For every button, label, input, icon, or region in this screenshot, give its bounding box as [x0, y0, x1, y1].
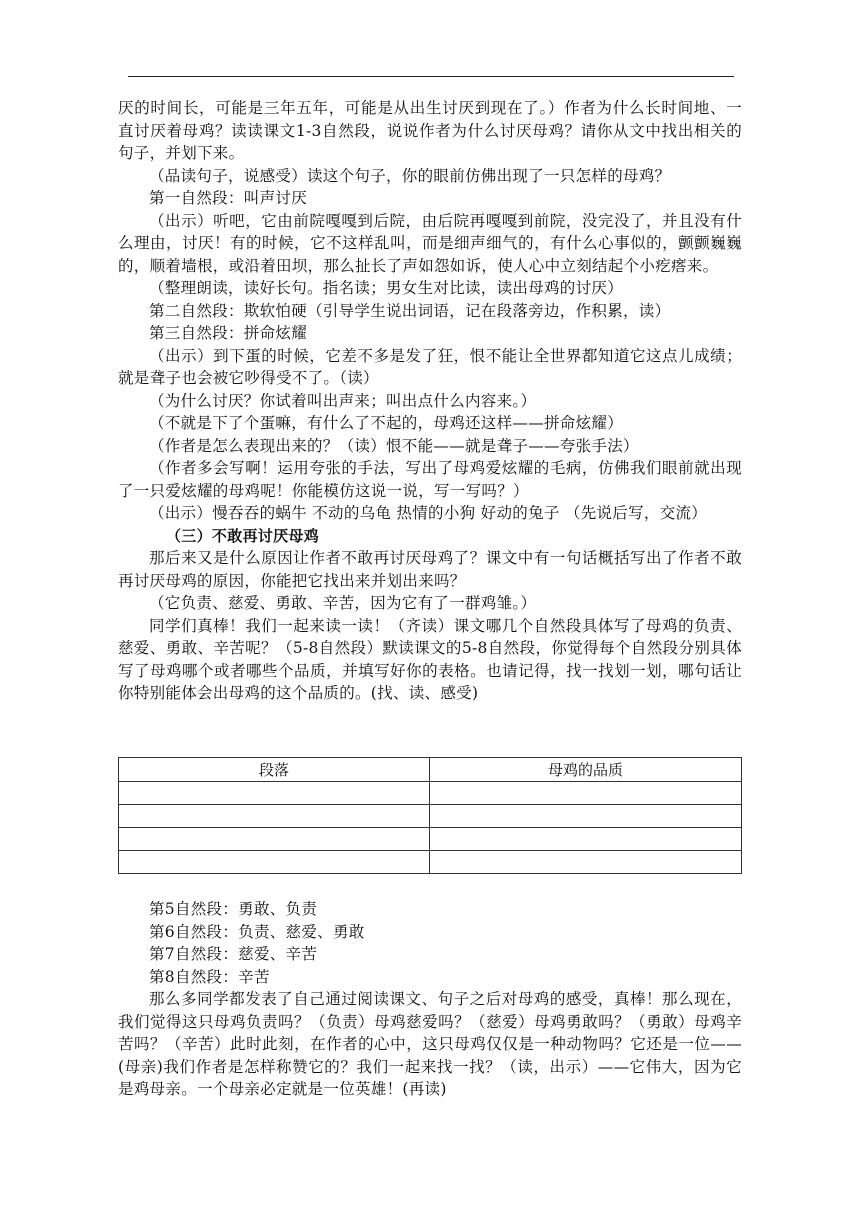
paragraph: 同学们真棒！我们一起来读一读！（齐读）课文哪几个自然段具体写了母鸡的负责、慈爱、勇敢、辛苦呢？（5-8自然段）默读课文的5-8自然段，你觉得每个自然段分别具体写了母鸡哪个或者哪些个品质，并填写好你的表格。也请记得，找一找划一划，哪句话让你特别能体会出母鸡的这个品质的。(找、读、感受) — [118, 616, 742, 702]
paragraph: （出示）听吧，它由前院嘎嘎到后院，由后院再嘎嘎到前院，没完没了，并且没有什么理由，讨厌！有的时候，它不这样乱叫，而是细声细气的，有什么心事似的，颤颤巍巍的，顺着墙根，或沿着田坝，那么扯长了声如怨如诉，使人心中立刻结起个小疙瘩来。 — [118, 211, 742, 275]
quality-table — [118, 757, 742, 874]
paragraph: （作者多会写啊！运用夸张的手法，写出了母鸡爱炫耀的毛病，仿佛我们眼前就出现了一只爱炫耀的母鸡呢！你能模仿这说一说，写一写吗？） — [118, 459, 742, 500]
table-cell — [119, 805, 430, 828]
paragraph: 那么多同学都发表了自己通过阅读课文、句子之后对母鸡的感受，真棒！那么现在，我们觉得这只母鸡负责吗？（负责）母鸡慈爱吗？（慈爱）母鸡勇敢吗？（勇敢）母鸡辛苦吗？（辛苦）此时此刻，在作者的心中，这只母鸡仅仅是一种动物吗？它还是一位——(母亲)我们作者是怎样称赞它的？我们一起来找一找？（读，出示）——它伟大，因为它是鸡母亲。一个母亲必定就是一位英雄！(再读) — [118, 990, 742, 1098]
paragraph: 第7自然段：慈爱、辛苦 — [149, 945, 318, 963]
paragraph: （品读句子，说感受）读这个句子，你的眼前仿佛出现了一只怎样的母鸡？ — [149, 166, 671, 185]
paragraph: （出示）到下蛋的时候，它差不多是发了狂，恨不能让全世界都知道它这点儿成绩；就是聋子也会被它吵得受不了。（读） — [118, 346, 742, 387]
paragraph: （作者是怎么表现出来的？（读）恨不能——就是聋子——夸张手法） — [149, 436, 639, 455]
table-row — [119, 828, 742, 851]
paragraph: （为什么讨厌？你试着叫出声来；叫出点什么内容来。） — [149, 391, 537, 410]
paragraph: 第二自然段：欺软怕硬（引导学生说出词语，记在段落旁边，作积累，读） — [149, 301, 671, 320]
paragraph: （出示）慢吞吞的蜗牛 不动的乌龟 热情的小狗 好动的兔子 （先说后写，交流） — [149, 504, 708, 522]
paragraph: 第6自然段：负责、慈爱、勇敢 — [149, 922, 365, 941]
paragraph: （整理朗读，读好长句。指名读；男女生对比读，读出母鸡的讨厌） — [149, 279, 624, 297]
paragraph: （它负责、慈爱、勇敢、辛苦，因为它有了一群鸡雏。） — [149, 594, 537, 612]
lesson-text-block — [118, 97, 742, 705]
table-row — [119, 782, 742, 805]
paragraph: 第三自然段：拼命炫耀 — [149, 324, 308, 342]
table-row — [119, 805, 742, 828]
paragraph: 厌的时间长，可能是三年五年，可能是从出生讨厌到现在了。）作者为什么长时间地、一直讨厌着母鸡？读读课文1-3自然段，说说作者为什么讨厌母鸡？请你从文中找出相关的句子，并划下来。 — [118, 99, 742, 162]
table-cell — [119, 782, 430, 805]
paragraph: 第5自然段：勇敢、负责 — [149, 900, 318, 918]
table-header-quality: 母鸡的品质 — [430, 758, 742, 782]
paragraph: （不就是下了个蛋嘛，有什么了不起的，母鸡还这样——拼命炫耀） — [149, 414, 624, 432]
paragraph: 第一自然段：叫声讨厌 — [149, 189, 308, 207]
table-header-paragraph: 段落 — [119, 758, 430, 782]
table-cell — [430, 851, 742, 874]
header-rule — [128, 76, 734, 77]
answer-text-block — [118, 898, 742, 1101]
table-cell — [430, 782, 742, 805]
table-cell — [430, 805, 742, 828]
section-heading: （三）不敢再讨厌母鸡 — [166, 526, 320, 545]
paragraph: 那后来又是什么原因让作者不敢再讨厌母鸡了？课文中有一句话概括写出了作者不敢再讨厌母鸡的原因，你能把它找出来并划出来吗？ — [118, 549, 742, 590]
paragraph: 第8自然段：辛苦 — [149, 967, 270, 986]
table-cell — [430, 828, 742, 851]
table-cell — [119, 851, 430, 874]
table-cell — [119, 828, 430, 851]
table-header-row — [119, 758, 742, 782]
table-row — [119, 851, 742, 874]
